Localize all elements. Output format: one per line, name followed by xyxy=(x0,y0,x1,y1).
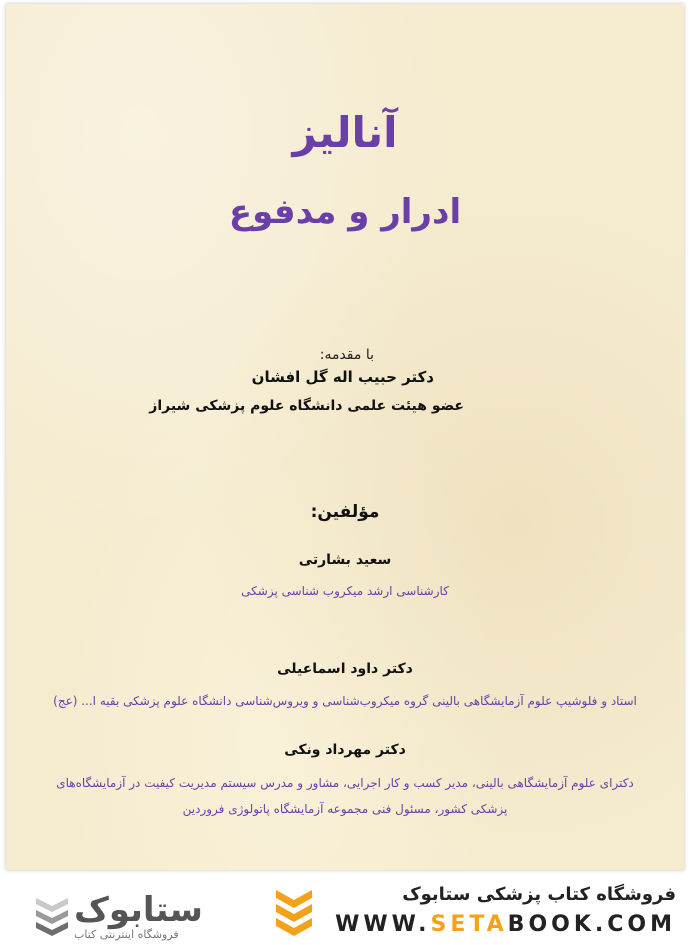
shop-title: فروشگاه کتاب پزشکی ستابوک xyxy=(402,884,676,905)
author-2-name: دکتر داود اسماعیلی xyxy=(277,661,413,677)
url-suffix: BOOK.COM xyxy=(507,912,676,937)
intro-label xyxy=(320,344,374,363)
setabook-emblem-icon xyxy=(272,886,316,938)
logo-subtitle: فروشگاه اینترنتی کتاب xyxy=(74,928,179,941)
chevron-stack-icon xyxy=(34,892,70,940)
url-prefix: WWW. xyxy=(335,912,431,937)
url-highlight: SETA xyxy=(430,912,508,937)
shop-url-link[interactable] xyxy=(335,912,676,937)
book-title-line-2: ادرار و مدفوع xyxy=(228,192,462,232)
author-1-name: سعید بشارتی xyxy=(298,552,392,568)
intro-label-text: با مقدمه: xyxy=(319,347,374,363)
setabook-logo[interactable] xyxy=(34,890,274,942)
authors-heading: مؤلفین: xyxy=(310,502,380,522)
author-3-description: دکترای علوم آزمایشگاهی بالینی، مدیر کسب و کار اجرایی، مشاور و مدرس سیستم مدیریت کیفیت در آزمایشگاه‌های پزشکی کشور، مسئول فنی مجموعه آزمایشگاه پاتولوژی فروردین xyxy=(56,776,634,816)
logo-wordmark: ستابوک xyxy=(74,890,203,930)
intro-author-role: عضو هیئت علمی دانشگاه علوم پزشکی شیراز xyxy=(149,398,464,414)
book-cover-page xyxy=(6,4,684,870)
author-3-name: دکتر مهرداد ونکی xyxy=(284,742,406,758)
author-2-description: استاد و فلوشیپ علوم آزمایشگاهی بالینی گروه میکروب‌شناسی و ویروس‌شناسی دانشگاه علوم پزشکی بقیه ا... (عج) xyxy=(53,694,637,708)
book-title-line-1: آنالیز xyxy=(292,108,398,157)
intro-author-name: دکتر حبیب اله گل افشان xyxy=(251,368,434,386)
author-1-description: کارشناسی ارشد میکروب شناسی پزشکی xyxy=(241,584,449,598)
footer-banner xyxy=(0,876,690,945)
